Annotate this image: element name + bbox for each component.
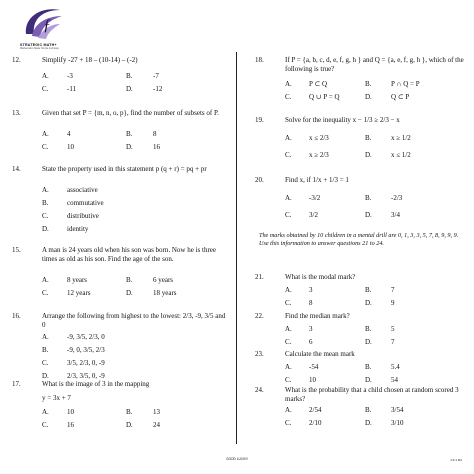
option-value: 10 [309, 376, 316, 384]
option-letter: D. [126, 143, 133, 151]
option-value: -2/3 [391, 194, 403, 202]
option-value: 13 [153, 408, 160, 416]
option-letter: B. [365, 194, 372, 202]
option-value: 4 [67, 130, 71, 138]
option-letter: B. [365, 325, 372, 333]
option-letter: B. [126, 72, 133, 80]
column-divider [236, 52, 237, 444]
question-number: 23. [255, 350, 264, 358]
question-number: 21. [255, 273, 264, 281]
question-number: 12. [12, 56, 21, 64]
question-number: 20. [255, 176, 264, 184]
option-value: x ≤ 1/2 [391, 151, 411, 159]
option-letter: C. [285, 299, 292, 307]
option-letter: D. [42, 372, 49, 380]
option-value: 8 years [67, 276, 88, 284]
option-value: x ≤ 2/3 [309, 134, 329, 142]
option-letter: A. [42, 333, 49, 341]
option-value: 8 [309, 299, 313, 307]
question-text: Find the median mark? [285, 312, 350, 320]
option-value: 8 [153, 130, 157, 138]
option-value: 6 years [153, 276, 174, 284]
option-letter: A. [42, 130, 49, 138]
option-letter: B. [126, 408, 133, 416]
question-number: 19. [255, 116, 264, 124]
question-number: 13. [12, 109, 21, 117]
option-value: -3/2 [309, 194, 321, 202]
option-letter: D. [365, 211, 372, 219]
option-letter: C. [285, 419, 292, 427]
option-value: -12 [153, 85, 163, 93]
option-value: 16 [153, 143, 160, 151]
option-letter: D. [365, 93, 372, 101]
data-note: The marks obtained by 10 children in a mental drill are 0, 1, 3, 3, 5, 7, 8, 9, 9, 9. Use this information to answer questions 21 to 24. [259, 232, 459, 247]
option-letter: B. [365, 406, 372, 414]
option-letter: B. [42, 199, 49, 207]
option-letter: C. [285, 211, 292, 219]
question-text: A man is 24 years old when his son was born. Now he is three times as old as his son. Find the age of the son. [42, 246, 217, 263]
option-letter: B. [42, 346, 49, 354]
option-letter: C. [42, 212, 49, 220]
option-letter: D. [365, 151, 372, 159]
question-text: Given that set P = {m, n, o, p}, find the number of subsets of P. [42, 109, 219, 117]
option-value: 18 years [153, 289, 177, 297]
option-letter: A. [42, 276, 49, 284]
option-value: -54 [309, 363, 319, 371]
footer-good-luck: GOOD LUCK!!! [226, 457, 248, 461]
option-letter: A. [285, 363, 292, 371]
option-letter: C. [285, 338, 292, 346]
question-number: 16. [12, 312, 21, 320]
option-value: 6 [309, 338, 313, 346]
footer-class-code: J.S.1 M1 [450, 458, 462, 462]
option-letter: B. [365, 286, 372, 294]
option-value: 3/5, 2/3, 0, -9 [67, 359, 105, 367]
option-letter: A. [285, 134, 292, 142]
option-value: 12 years [67, 289, 91, 297]
brand-tagline: Mathematics Made Simple And Easy [20, 47, 59, 50]
question-text: Solve for the inequality x − 1/3 ≥ 2/3 − x [285, 116, 400, 124]
option-letter: C. [42, 421, 49, 429]
option-value: 3/4 [391, 211, 400, 219]
option-value: commutative [67, 199, 104, 207]
option-value: 3/10 [391, 419, 404, 427]
question-number: 24. [255, 386, 264, 394]
option-value: 7 [391, 286, 395, 294]
option-letter: D. [365, 299, 372, 307]
option-letter: A. [42, 72, 49, 80]
question-number: 15. [12, 246, 21, 254]
question-number: 18. [255, 56, 264, 64]
option-letter: A. [42, 408, 49, 416]
option-letter: C. [285, 93, 292, 101]
question-number: 14. [12, 165, 21, 173]
option-value: -7 [153, 72, 159, 80]
option-value: 9 [391, 299, 395, 307]
question-text: What is the probability that a child chosen at random scored 3 marks? [285, 386, 459, 403]
option-letter: D. [365, 419, 372, 427]
question-text: State the property used in this statement p (q + r) = pq + pr [42, 165, 207, 173]
option-letter: A. [285, 406, 292, 414]
option-value: P ∩ Q = P [391, 80, 420, 88]
option-letter: D. [365, 376, 372, 384]
question-number: 22. [255, 312, 264, 320]
option-letter: A. [42, 186, 49, 194]
option-value: -9, 3/5, 2/3, 0 [67, 333, 105, 341]
option-value: 2/10 [309, 419, 322, 427]
option-value: -9, 0, 3/5, 2/3 [67, 346, 105, 354]
option-value: identity [67, 225, 89, 233]
option-letter: B. [126, 130, 133, 138]
option-value: x ≥ 1/2 [391, 134, 411, 142]
option-letter: B. [365, 80, 372, 88]
question-text: Arrange the following from highest to the lowest: 2/3, -9, 3/5 and 0 [42, 312, 226, 329]
option-letter: C. [42, 143, 49, 151]
option-letter: D. [42, 225, 49, 233]
option-value: 3 [309, 325, 313, 333]
option-value: P ⊂ Q [309, 80, 328, 88]
question-text: What is the image of 3 in the mapping [42, 380, 150, 388]
question-text: If P = {a, b, c, d, e, f, g, h } and Q = {a, e, f, g, h }, which of the following is true? [285, 56, 464, 73]
option-letter: D. [126, 85, 133, 93]
question-number: 17. [12, 380, 21, 388]
brand-name: STRATEGIC MATH+ [20, 43, 57, 47]
option-value: 5.4 [391, 363, 400, 371]
option-value: 5 [391, 325, 395, 333]
option-value: 3/2 [309, 211, 318, 219]
option-value: 16 [67, 421, 74, 429]
option-value: 2/54 [309, 406, 322, 414]
question-text: Calculate the mean mark [285, 350, 355, 358]
option-letter: C. [42, 359, 49, 367]
option-letter: C. [42, 289, 49, 297]
svg-text:ƒ: ƒ [43, 17, 51, 34]
option-value: 2/3, 3/5, 0, -9 [67, 372, 105, 380]
option-value: 7 [391, 338, 395, 346]
option-letter: D. [365, 338, 372, 346]
mapping-equation: y = 3x + 7 [42, 394, 71, 402]
option-letter: A. [285, 80, 292, 88]
question-text: What is the modal mark? [285, 273, 356, 281]
option-letter: C. [42, 85, 49, 93]
option-value: -3 [67, 72, 73, 80]
option-letter: D. [126, 289, 133, 297]
option-letter: B. [365, 363, 372, 371]
option-letter: C. [285, 151, 292, 159]
option-value: Q ∪ P = Q [309, 93, 340, 101]
option-value: 3/54 [391, 406, 404, 414]
option-value: distributive [67, 212, 99, 220]
option-value: Q ⊂ P [391, 93, 410, 101]
option-letter: C. [285, 376, 292, 384]
option-letter: B. [365, 134, 372, 142]
option-value: 3 [309, 286, 313, 294]
option-letter: B. [126, 276, 133, 284]
question-text: Find x, if 1/x + 1/3 = 1 [285, 176, 349, 184]
option-letter: A. [285, 194, 292, 202]
logo-swoosh-icon [20, 4, 66, 42]
option-value: 24 [153, 421, 160, 429]
option-letter: D. [126, 421, 133, 429]
option-value: -11 [67, 85, 77, 93]
option-value: 54 [391, 376, 398, 384]
option-value: 10 [67, 143, 74, 151]
option-letter: A. [285, 286, 292, 294]
question-text: Simplify -27 + 18 – (10-14) – (-2) [42, 56, 138, 64]
option-letter: A. [285, 325, 292, 333]
option-value: associative [67, 186, 98, 194]
option-value: x ≥ 2/3 [309, 151, 329, 159]
option-value: 10 [67, 408, 74, 416]
